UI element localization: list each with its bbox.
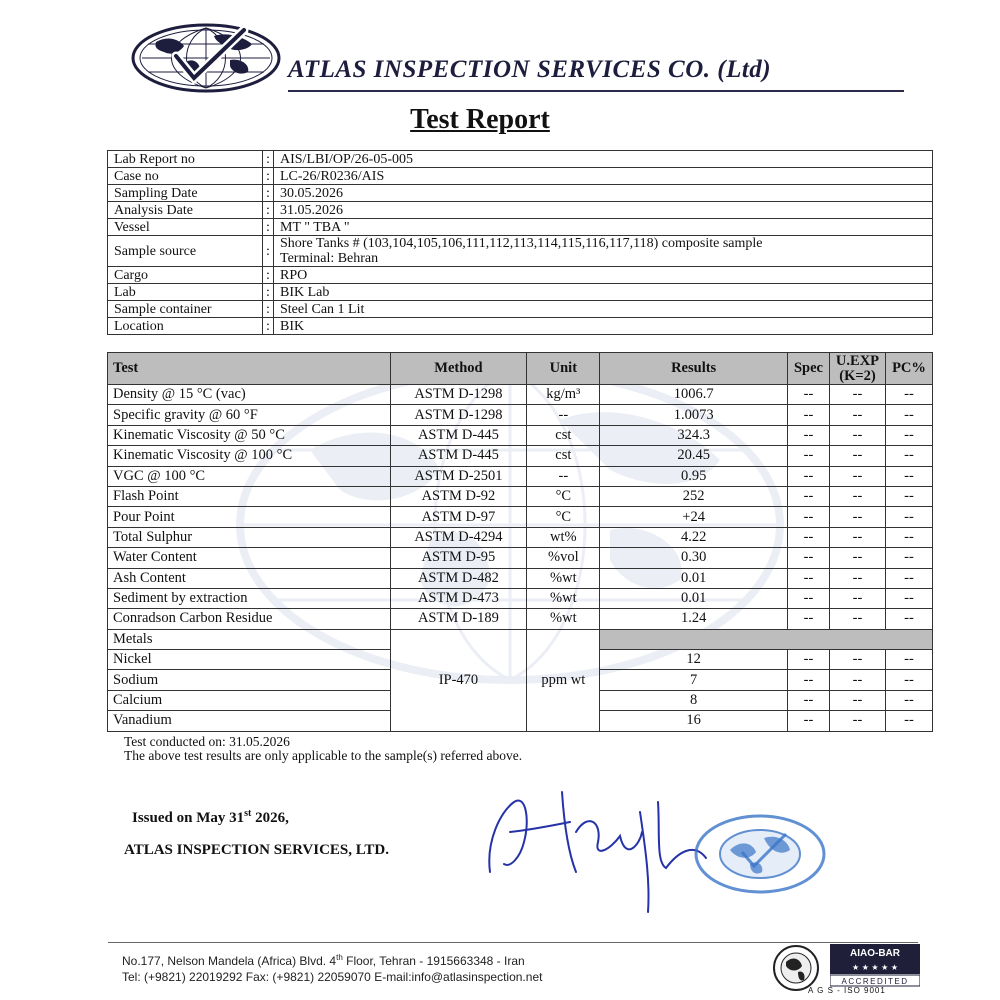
result-test-name: Specific gravity @ 60 °F: [108, 405, 391, 425]
result-method: ASTM D-2501: [390, 466, 527, 486]
info-label: Lab: [108, 284, 263, 301]
info-separator: :: [263, 219, 274, 236]
result-row: [108, 405, 933, 425]
result-pc: --: [885, 425, 932, 445]
info-row: [108, 301, 933, 318]
test-results-table: [107, 352, 933, 732]
result-value: 1006.7: [600, 385, 788, 405]
info-separator: :: [263, 168, 274, 185]
result-spec: --: [788, 405, 830, 425]
result-spec: --: [788, 466, 830, 486]
metal-name: Vanadium: [108, 711, 391, 731]
info-value: MT " TBA ": [274, 219, 933, 236]
result-spec: --: [788, 588, 830, 608]
aiao-accreditation-logo: [830, 944, 920, 990]
result-unit: --: [527, 405, 600, 425]
metal-pc: --: [885, 711, 932, 731]
info-row: [108, 168, 933, 185]
result-uexp: --: [829, 425, 885, 445]
result-value: 0.01: [600, 588, 788, 608]
metal-uexp: --: [829, 650, 885, 670]
info-value: 31.05.2026: [274, 202, 933, 219]
result-pc: --: [885, 548, 932, 568]
result-spec: --: [788, 486, 830, 506]
result-row: [108, 527, 933, 547]
result-spec: --: [788, 446, 830, 466]
result-pc: --: [885, 507, 932, 527]
metal-uexp: --: [829, 711, 885, 731]
footer-contact-line: Tel: (+9821) 22019292 Fax: (+9821) 22059070 E-mail:info@atlasinspection.net: [122, 970, 543, 984]
result-test-name: Density @ 15 °C (vac): [108, 385, 391, 405]
result-method: ASTM D-189: [390, 609, 527, 629]
result-uexp: --: [829, 466, 885, 486]
result-method: ASTM D-445: [390, 425, 527, 445]
result-unit: %wt: [527, 568, 600, 588]
info-row: [108, 318, 933, 335]
info-label: Lab Report no: [108, 151, 263, 168]
info-row: [108, 284, 933, 301]
result-value: 0.01: [600, 568, 788, 588]
result-value: 1.24: [600, 609, 788, 629]
metal-uexp: --: [829, 690, 885, 710]
result-row: [108, 507, 933, 527]
result-unit: °C: [527, 486, 600, 506]
result-method: ASTM D-473: [390, 588, 527, 608]
info-separator: :: [263, 267, 274, 284]
header-rule: [288, 90, 904, 92]
result-uexp: --: [829, 548, 885, 568]
result-unit: %wt: [527, 609, 600, 629]
iso-globe-seal: [768, 944, 824, 992]
metals-unit: ppm wt: [527, 629, 600, 731]
info-label: Location: [108, 318, 263, 335]
result-test-name: Water Content: [108, 548, 391, 568]
metals-method: IP-470: [390, 629, 527, 731]
metal-spec: --: [788, 711, 830, 731]
ags-iso-label: A G S - ISO 9001: [808, 986, 886, 995]
result-spec: --: [788, 548, 830, 568]
issuer-company: ATLAS INSPECTION SERVICES, LTD.: [124, 842, 389, 858]
footer-address-b: Floor, Tehran - 1915663348 - Iran: [346, 954, 525, 968]
result-row: [108, 425, 933, 445]
result-row: [108, 548, 933, 568]
result-uexp: --: [829, 507, 885, 527]
footer-rule: [108, 942, 918, 943]
report-info-table: [107, 150, 933, 335]
info-separator: :: [263, 151, 274, 168]
metal-value: 8: [600, 690, 788, 710]
result-value: 252: [600, 486, 788, 506]
result-test-name: Sediment by extraction: [108, 588, 391, 608]
col-header-results: Results: [600, 353, 788, 385]
result-value: 1.0073: [600, 405, 788, 425]
metals-label: Metals: [108, 629, 391, 649]
info-row: [108, 202, 933, 219]
col-header-uexp-line2: (K=2): [839, 367, 876, 384]
metal-spec: --: [788, 690, 830, 710]
result-spec: --: [788, 507, 830, 527]
result-uexp: --: [829, 486, 885, 506]
info-label: Analysis Date: [108, 202, 263, 219]
result-test-name: Ash Content: [108, 568, 391, 588]
metal-value: 16: [600, 711, 788, 731]
metal-spec: --: [788, 650, 830, 670]
col-header-method: Method: [390, 353, 527, 385]
footer-address-a: No.177, Nelson Mandela (Africa) Blvd. 4: [122, 954, 337, 968]
info-label: Sample container: [108, 301, 263, 318]
info-separator: :: [263, 318, 274, 335]
metal-name: Nickel: [108, 650, 391, 670]
result-unit: %vol: [527, 548, 600, 568]
result-pc: --: [885, 609, 932, 629]
issued-date: [132, 808, 289, 827]
metal-name: Calcium: [108, 690, 391, 710]
metal-spec: --: [788, 670, 830, 690]
metals-header-row: [108, 629, 933, 649]
metal-name: Sodium: [108, 670, 391, 690]
result-test-name: Pour Point: [108, 507, 391, 527]
result-value: 0.95: [600, 466, 788, 486]
result-uexp: --: [829, 568, 885, 588]
result-spec: --: [788, 425, 830, 445]
result-uexp: --: [829, 527, 885, 547]
info-label: Vessel: [108, 219, 263, 236]
result-unit: kg/m³: [527, 385, 600, 405]
info-row: [108, 185, 933, 202]
result-spec: --: [788, 609, 830, 629]
info-separator: :: [263, 301, 274, 318]
result-row: [108, 588, 933, 608]
col-header-uexp: [829, 353, 885, 385]
metal-value: 7: [600, 670, 788, 690]
result-uexp: --: [829, 609, 885, 629]
issued-sup: st: [244, 808, 252, 819]
result-pc: --: [885, 568, 932, 588]
info-separator: :: [263, 284, 274, 301]
result-value: 324.3: [600, 425, 788, 445]
result-unit: °C: [527, 507, 600, 527]
accredited-text: ACCREDITED: [841, 977, 909, 986]
info-separator: :: [263, 236, 274, 267]
test-conducted-note: Test conducted on: 31.05.2026: [124, 734, 290, 749]
result-unit: --: [527, 466, 600, 486]
company-name: ATLAS INSPECTION SERVICES CO. (Ltd): [288, 56, 772, 83]
col-header-test: Test: [108, 353, 391, 385]
metal-value: 12: [600, 650, 788, 670]
footer-address-sup: th: [336, 953, 343, 962]
result-method: ASTM D-97: [390, 507, 527, 527]
info-row: [108, 236, 933, 267]
issued-suffix: 2026,: [251, 810, 289, 826]
result-uexp: --: [829, 588, 885, 608]
aiao-stars: ★ ★ ★ ★ ★: [851, 963, 899, 972]
result-uexp: --: [829, 405, 885, 425]
report-notes: [124, 735, 522, 763]
info-value: BIK Lab: [274, 284, 933, 301]
result-row: [108, 486, 933, 506]
result-method: ASTM D-1298: [390, 385, 527, 405]
result-method: ASTM D-482: [390, 568, 527, 588]
result-unit: cst: [527, 446, 600, 466]
result-test-name: Flash Point: [108, 486, 391, 506]
result-unit: %wt: [527, 588, 600, 608]
result-value: 4.22: [600, 527, 788, 547]
info-value: BIK: [274, 318, 933, 335]
report-title: Test Report: [410, 104, 550, 135]
result-test-name: VGC @ 100 °C: [108, 466, 391, 486]
result-value: +24: [600, 507, 788, 527]
results-header-row: [108, 353, 933, 385]
col-header-spec: Spec: [788, 353, 830, 385]
result-uexp: --: [829, 385, 885, 405]
result-spec: --: [788, 527, 830, 547]
info-row: [108, 151, 933, 168]
result-method: ASTM D-92: [390, 486, 527, 506]
result-test-name: Kinematic Viscosity @ 100 °C: [108, 446, 391, 466]
info-value-line: Terminal: Behran: [280, 251, 379, 266]
footer-address: [122, 950, 542, 985]
applicability-note: The above test results are only applicable to the sample(s) referred above.: [124, 748, 523, 763]
col-header-unit: Unit: [527, 353, 600, 385]
col-header-uexp-line1: U.EXP: [835, 352, 880, 369]
result-pc: --: [885, 486, 932, 506]
result-row: [108, 568, 933, 588]
result-row: [108, 385, 933, 405]
issued-prefix: Issued on May 31: [132, 810, 245, 826]
info-separator: :: [263, 185, 274, 202]
result-unit: wt%: [527, 527, 600, 547]
result-test-name: Kinematic Viscosity @ 50 °C: [108, 425, 391, 445]
result-row: [108, 446, 933, 466]
metal-pc: --: [885, 690, 932, 710]
result-pc: --: [885, 446, 932, 466]
result-spec: --: [788, 385, 830, 405]
result-pc: --: [885, 466, 932, 486]
info-value: LC-26/R0236/AIS: [274, 168, 933, 185]
aiao-text: AIAO-BAR: [850, 948, 900, 959]
result-unit: cst: [527, 425, 600, 445]
result-method: ASTM D-4294: [390, 527, 527, 547]
col-header-pc: PC%: [885, 353, 932, 385]
result-pc: --: [885, 405, 932, 425]
info-label: Case no: [108, 168, 263, 185]
company-stamp: [690, 808, 830, 898]
company-globe-logo: [130, 22, 282, 94]
info-value: Steel Can 1 Lit: [274, 301, 933, 318]
info-label: Sample source: [108, 236, 263, 267]
result-test-name: Conradson Carbon Residue: [108, 609, 391, 629]
result-pc: --: [885, 527, 932, 547]
result-row: [108, 466, 933, 486]
result-uexp: --: [829, 446, 885, 466]
footer-address-line: [122, 950, 542, 969]
info-label: Sampling Date: [108, 185, 263, 202]
result-row: [108, 609, 933, 629]
info-label: Cargo: [108, 267, 263, 284]
result-pc: --: [885, 588, 932, 608]
metal-pc: --: [885, 650, 932, 670]
result-test-name: Total Sulphur: [108, 527, 391, 547]
info-value: [274, 236, 933, 267]
result-method: ASTM D-1298: [390, 405, 527, 425]
info-separator: :: [263, 202, 274, 219]
info-value: AIS/LBI/OP/26-05-005: [274, 151, 933, 168]
result-spec: --: [788, 568, 830, 588]
info-value-line: Shore Tanks # (103,104,105,106,111,112,113,114,115,116,117,118) composite sample: [280, 236, 763, 251]
info-row: [108, 267, 933, 284]
result-value: 20.45: [600, 446, 788, 466]
metal-pc: --: [885, 670, 932, 690]
info-value: 30.05.2026: [274, 185, 933, 202]
metals-header-blank: [600, 629, 933, 649]
metal-uexp: --: [829, 670, 885, 690]
result-method: ASTM D-95: [390, 548, 527, 568]
result-value: 0.30: [600, 548, 788, 568]
info-row: [108, 219, 933, 236]
result-pc: --: [885, 385, 932, 405]
info-value: RPO: [274, 267, 933, 284]
result-method: ASTM D-445: [390, 446, 527, 466]
handwritten-signature: [480, 772, 720, 922]
